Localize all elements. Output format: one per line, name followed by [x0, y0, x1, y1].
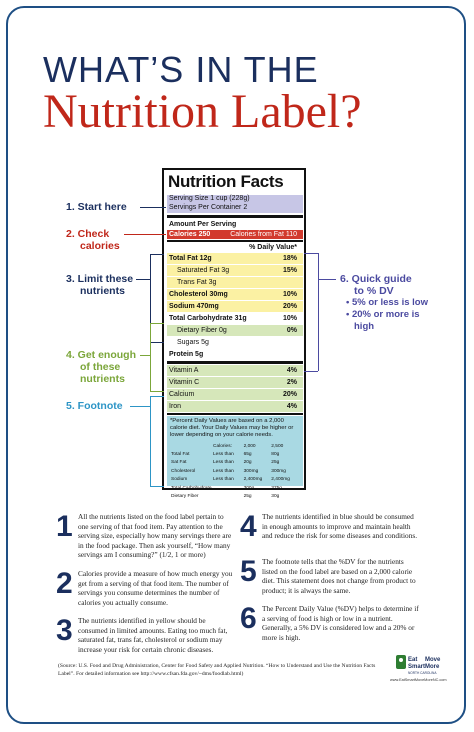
callout-guide-line2: to % DV	[354, 285, 394, 297]
table-cell: 2,400mg	[271, 477, 290, 483]
fiber-row	[167, 325, 303, 336]
vitamin-c-row	[167, 377, 303, 388]
calcium-row	[167, 389, 303, 400]
table-row	[170, 476, 298, 484]
vitamin-a-row	[167, 365, 303, 376]
note-text-6: The Percent Daily Value (%DV) helps to determine if a serving of food is high or low in a nutrient. Generally, a 5% DV is considered low and a 20% or more is high.	[262, 604, 419, 642]
iron-dv: 4%	[286, 403, 297, 410]
table-cell: Dietary Fiber	[171, 494, 199, 500]
sat-fat-row	[167, 265, 303, 276]
trans-fat-row	[167, 277, 303, 288]
vitamin-a-dv: 4%	[286, 367, 297, 374]
table-cell: Total Fat	[171, 452, 190, 458]
cholesterol-label: Cholesterol 30mg	[169, 291, 228, 298]
connector-line	[136, 279, 150, 280]
sodium-row	[167, 301, 303, 312]
table-cell: Less than	[213, 477, 234, 483]
table-row	[170, 451, 298, 459]
logo-graphic	[395, 653, 439, 677]
iron-label: Iron	[169, 403, 182, 410]
note-number-5: 5	[240, 555, 257, 588]
divider-3	[167, 413, 303, 415]
sat-fat-label: Saturated Fat 3g	[177, 267, 230, 274]
table-header: Calories:	[213, 443, 232, 449]
callout-check-line1: 2. Check	[66, 228, 110, 240]
table-header-row	[170, 443, 298, 451]
callout-enough-line1: 4. Get enough	[66, 349, 137, 361]
vitamin-a-label: Vitamin A	[169, 367, 199, 374]
calories-from-fat: Calories from Fat 110	[230, 231, 297, 238]
note-text-5: The footnote tells that the %DV for the nutrients listed on the food label are based on a 2,000 calorie diet. This statement does not change from product to product; it is always the same.	[262, 557, 416, 595]
protein-label: Protein 5g	[169, 351, 204, 358]
callout-footnote: 5. Footnote	[66, 400, 123, 412]
title-line-1: WHAT’S IN THE	[43, 49, 319, 90]
thick-divider	[167, 215, 303, 218]
table-cell: 30g	[271, 494, 280, 500]
connector-line	[150, 486, 164, 487]
dv-header: % Daily Value*	[249, 244, 297, 251]
callout-limit	[66, 273, 133, 297]
vitamin-c-label: Vitamin C	[169, 379, 200, 386]
callout-enough	[66, 349, 136, 385]
thick-divider-2	[167, 361, 303, 364]
table-cell: 300mg	[243, 468, 259, 474]
bracket-line	[150, 396, 151, 486]
title-line-2: Nutrition Label?	[43, 85, 362, 138]
table-cell: Total Carbohydrate	[171, 485, 212, 491]
table-row	[170, 468, 298, 476]
table-cell: 300mg	[271, 468, 286, 474]
table-cell: Cholesterol	[171, 468, 196, 474]
footnote-block	[167, 416, 303, 500]
table-cell: Sodium	[171, 477, 188, 483]
calcium-label: Calcium	[169, 391, 195, 398]
cholesterol-row	[167, 289, 303, 300]
eat-smart-move-more-logo	[395, 653, 439, 677]
amount-per-serving: Amount Per Serving	[169, 221, 237, 228]
connector-line	[130, 406, 150, 407]
connector-line	[140, 207, 166, 208]
connector-line	[150, 391, 164, 392]
callout-limit-line2: nutrients	[80, 285, 125, 297]
calories-row	[167, 230, 303, 239]
table-row	[170, 493, 298, 501]
table-cell: 300g	[243, 485, 255, 491]
table-cell: 65g	[243, 452, 252, 458]
bracket-line	[318, 253, 319, 371]
total-fat-dv: 18%	[282, 255, 297, 262]
dv-table	[170, 443, 298, 502]
connector-line	[150, 396, 164, 397]
footnote-text: *Percent Daily Values are based on a 2,000 calorie diet. Your Daily Values may be higher or lower depending on your calorie needs.	[170, 418, 294, 439]
label-heading: Nutrition Facts	[168, 172, 284, 191]
carb-label: Total Carbohydrate 31g	[169, 315, 247, 322]
serving-size: Serving Size 1 cup (228g)	[169, 195, 250, 202]
table-cell: Sat Fat	[171, 460, 187, 466]
trans-fat-label: Trans Fat 3g	[177, 279, 217, 286]
table-cell: 80g	[271, 452, 280, 458]
servings-per-container: Servings Per Container 2	[169, 203, 248, 211]
sodium-label: Sodium 470mg	[169, 303, 219, 310]
sugars-label: Sugars 5g	[177, 339, 209, 346]
medium-divider	[167, 240, 303, 242]
nutrition-label	[162, 168, 306, 500]
table-cell: 25g	[243, 494, 252, 500]
source-citation: (Source: U.S. Food and Drug Administration, Center for Food Safety and Applied Nutrition. “How to Understand and Use the Nutrition Facts Label”. For detailed information see http://www.cfsan.fda.gov/~dms/foodlab.html)	[58, 663, 376, 677]
note-number-6: 6	[240, 602, 257, 635]
bracket-line	[150, 323, 151, 391]
protein-row	[167, 349, 303, 360]
note-text-4: The nutrients identified in blue should be consumed in enough amounts to improve and maintain health and reduce the risk for some diseases and conditions.	[262, 512, 418, 541]
note-text-2: Calories provide a measure of how much energy you get from a serving of that food item. The number of servings you consume determines the number of calories you actually consume.	[78, 569, 233, 607]
dv-header-row	[167, 243, 303, 252]
callout-enough-line3: nutrients	[80, 373, 125, 385]
table-cell: 375g	[271, 485, 282, 491]
note-number-4: 4	[240, 510, 257, 543]
table-header: 2,000	[243, 443, 256, 449]
table-cell: Less than	[213, 468, 234, 474]
note-text-1: All the nutrients listed on the food label pertain to one serving of that food item. Pay attention to the serving size, especially how many servings there are in the food package. Then ask yourself, “How many servings am I consuming?” (1/2, 1 or more)	[78, 512, 232, 560]
callout-guide-high: • 20% or more is	[346, 309, 420, 320]
callout-guide-low: • 5% or less is low	[346, 297, 428, 308]
table-cell: 2,400mg	[243, 477, 263, 483]
logo-text-smart: Smart	[408, 664, 426, 670]
table-cell: 20g	[243, 460, 252, 466]
table-row	[170, 459, 298, 467]
callout-enough-line2: of these	[80, 361, 121, 373]
fiber-dv: 0%	[286, 327, 297, 334]
total-fat-row	[167, 253, 303, 264]
carb-row	[167, 313, 303, 324]
calories: Calories 250	[169, 231, 211, 238]
callout-start: 1. Start here	[66, 201, 127, 213]
logo-url: www.EatSmartMoveMoreNC.com	[390, 678, 447, 682]
table-cell	[170, 443, 212, 451]
logo-subtitle: NORTH CAROLINA	[408, 671, 437, 675]
table-cell: 25g	[271, 460, 280, 466]
serving-block	[167, 195, 303, 213]
connector-line	[304, 253, 318, 254]
connector-line	[124, 234, 166, 235]
callout-limit-line1: 3. Limit these	[66, 273, 134, 285]
connector-line	[304, 371, 318, 372]
table-row	[170, 485, 298, 493]
iron-row	[167, 401, 303, 412]
table-cell: Less than	[213, 460, 234, 466]
connector-line	[150, 342, 164, 343]
sugars-row	[167, 337, 303, 348]
fiber-label: Dietary Fiber 0g	[177, 327, 227, 334]
callout-quick-guide	[340, 273, 428, 333]
vitamin-c-dv: 2%	[286, 379, 297, 386]
connector-line	[140, 355, 150, 356]
table-header: 2,500	[271, 443, 284, 449]
logo-text-more: More	[425, 664, 440, 670]
connector-line	[318, 279, 336, 280]
note-number-3: 3	[56, 614, 73, 647]
callout-guide-line1: 6. Quick guide	[340, 273, 412, 285]
note-number-2: 2	[56, 567, 73, 600]
note-number-1: 1	[56, 510, 73, 543]
logo-text-move: Move	[425, 657, 441, 663]
note-text-3: The nutrients identified in yellow should be consumed in limited amounts. Eating too much fat, saturated fat, trans fat, cholesterol or sodium may increase your risk for certain chronic diseases.	[78, 616, 228, 654]
table-cell: Less than	[213, 452, 234, 458]
cholesterol-dv: 10%	[282, 291, 297, 298]
connector-line	[150, 323, 164, 324]
total-fat-label: Total Fat 12g	[169, 255, 212, 262]
calcium-dv: 20%	[282, 391, 297, 398]
callout-guide-high-2: high	[354, 321, 375, 332]
callout-check	[66, 228, 120, 252]
sat-fat-dv: 15%	[282, 267, 297, 274]
carb-dv: 10%	[282, 315, 297, 322]
sodium-dv: 20%	[282, 303, 297, 310]
callout-check-line2: calories	[80, 240, 120, 252]
connector-line	[150, 254, 164, 255]
logo-text-eat: Eat	[408, 657, 418, 663]
